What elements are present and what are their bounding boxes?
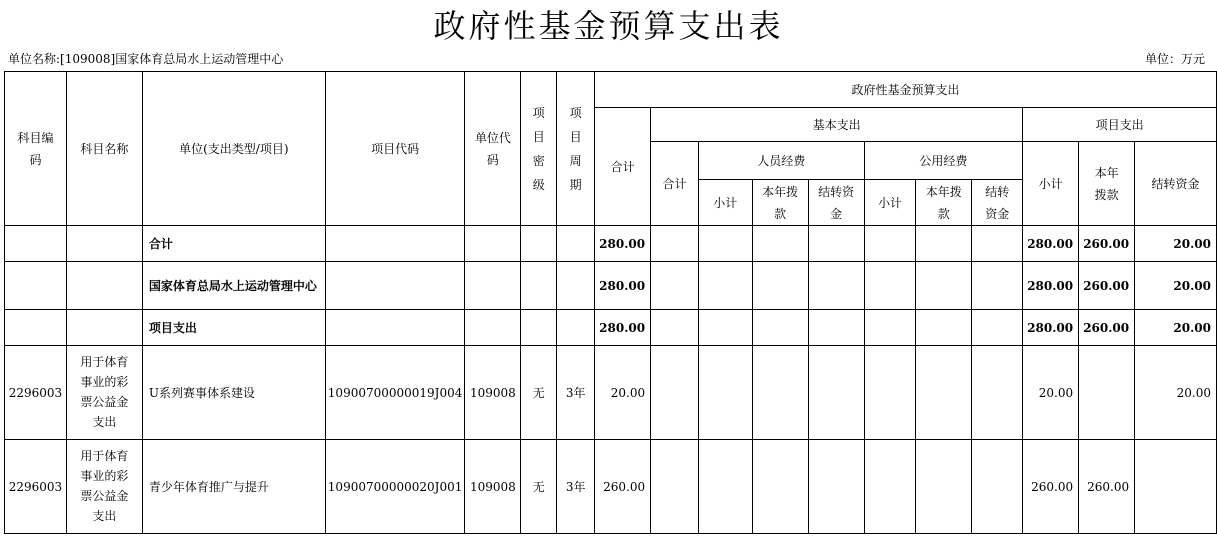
header-unit-code: 单位代码 — [465, 72, 521, 226]
header-project-period: 项目周期 — [557, 72, 595, 226]
header-project-code: 项目代码 — [325, 72, 465, 226]
row-project-carryover — [1135, 440, 1217, 534]
row-subject-code: 2296003 — [5, 440, 67, 534]
table-row — [5, 310, 1217, 346]
row-project-subtotal: 280.00 — [1023, 262, 1079, 310]
header-subject-name: 科目名称 — [66, 72, 142, 226]
row-project-code: 10900700000020J001 — [325, 440, 465, 534]
header-subject-code: 科目编码 — [5, 72, 67, 226]
header-personnel: 人员经费 — [698, 142, 864, 180]
row-total: 20.00 — [595, 346, 651, 440]
row-project-subtotal: 20.00 — [1023, 346, 1079, 440]
header-fund-expense: 政府性基金预算支出 — [595, 72, 1217, 108]
header-project: 项目支出 — [1023, 108, 1217, 142]
row-project-subtotal: 280.00 — [1023, 226, 1079, 262]
row-subject-name: 用于体育事业的彩票公益金支出 — [66, 346, 142, 440]
row-secrecy: 无 — [521, 346, 557, 440]
row-project-subtotal: 280.00 — [1023, 310, 1079, 346]
row-unit-code: 109008 — [465, 440, 521, 534]
row-total: 260.00 — [595, 440, 651, 534]
table-row — [5, 440, 1217, 534]
table-row — [5, 226, 1217, 262]
header-total: 合计 — [595, 108, 651, 226]
page-title: 政府性基金预算支出表 — [433, 7, 784, 45]
row-secrecy: 无 — [521, 440, 557, 534]
row-total: 280.00 — [595, 310, 651, 346]
row-project-code: 10900700000019J004 — [325, 346, 465, 440]
row-project-current: 260.00 — [1079, 440, 1135, 534]
header-unit-type: 单位(支出类型/项目) — [142, 72, 325, 226]
header-project-secrecy: 项目密级 — [521, 72, 557, 226]
header-personnel-carryover: 结转资金 — [808, 180, 864, 226]
row-subject-name: 用于体育事业的彩票公益金支出 — [66, 440, 142, 534]
header-public: 公用经费 — [864, 142, 1023, 180]
row-project-carryover: 20.00 — [1135, 262, 1217, 310]
row-name: U系列赛事体系建设 — [142, 346, 325, 440]
row-project-current: 260.00 — [1079, 226, 1135, 262]
row-project-subtotal: 260.00 — [1023, 440, 1079, 534]
row-name: 青少年体育推广与提升 — [142, 440, 325, 534]
header-basic-total: 合计 — [651, 142, 699, 226]
header-row-1 — [5, 72, 1217, 108]
header-personnel-subtotal: 小计 — [698, 180, 752, 226]
budget-table — [4, 71, 1217, 534]
currency-unit-label: 单位：万元 — [1144, 52, 1205, 66]
table-row — [5, 346, 1217, 440]
header-public-subtotal: 小计 — [864, 180, 916, 226]
row-total: 280.00 — [595, 226, 651, 262]
row-project-current — [1079, 346, 1135, 440]
row-name: 项目支出 — [142, 310, 325, 346]
header-public-carryover: 结转资金 — [972, 180, 1023, 226]
row-project-carryover: 20.00 — [1135, 310, 1217, 346]
row-unit-code: 109008 — [465, 346, 521, 440]
header-project-subtotal: 小计 — [1023, 142, 1079, 226]
row-project-current: 260.00 — [1079, 310, 1135, 346]
row-total: 280.00 — [595, 262, 651, 310]
row-name: 合计 — [142, 226, 325, 262]
row-name: 国家体育总局水上运动管理中心 — [142, 262, 325, 310]
header-project-carryover: 结转资金 — [1135, 142, 1217, 226]
unit-name-label: 单位名称:[109008]国家体育总局水上运动管理中心 — [8, 52, 284, 66]
row-period: 3年 — [557, 440, 595, 534]
table-row — [5, 262, 1217, 310]
row-project-carryover: 20.00 — [1135, 226, 1217, 262]
header-basic: 基本支出 — [651, 108, 1023, 142]
row-subject-code: 2296003 — [5, 346, 67, 440]
header-personnel-current: 本年拨款 — [752, 180, 808, 226]
row-project-current: 260.00 — [1079, 262, 1135, 310]
row-project-carryover: 20.00 — [1135, 346, 1217, 440]
row-period: 3年 — [557, 346, 595, 440]
header-public-current: 本年拨款 — [916, 180, 972, 226]
header-project-current: 本年拨款 — [1079, 142, 1135, 226]
